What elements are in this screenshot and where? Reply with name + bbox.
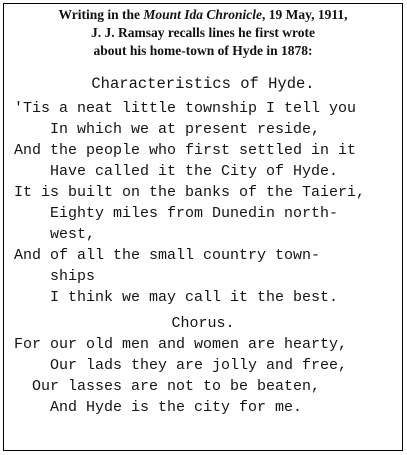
poem-title: Characteristics of Hyde. xyxy=(91,75,315,93)
verse-line: And the people who first settled in it xyxy=(14,142,357,159)
intro-line-3: about his home-town of Hyde in 1878: xyxy=(93,43,313,58)
intro-line-1 xyxy=(4,6,402,24)
verse-line: Have called it the City of Hyde. xyxy=(50,163,339,180)
verse-line: Eighty miles from Dunedin north- xyxy=(50,205,339,222)
verse-line: In which we at present reside, xyxy=(50,121,321,138)
poem-verse xyxy=(4,98,402,308)
verse-line: ships xyxy=(50,268,96,285)
chorus-line: Our lads they are jolly and free, xyxy=(50,357,348,374)
verse-line: 'Tis a neat little township I tell you xyxy=(14,100,357,117)
chorus-title: Chorus. xyxy=(171,315,235,332)
verse-line: It is built on the banks of the Taieri, xyxy=(14,184,366,201)
intro-line-1-date: , 19 May, 1911, xyxy=(261,7,348,22)
chorus-line: And Hyde is the city for me. xyxy=(50,399,303,416)
poem xyxy=(4,74,402,418)
intro-line-2: J. J. Ramsay recalls lines he first wrote xyxy=(90,25,316,40)
chorus-line: For our old men and women are hearty, xyxy=(14,336,348,353)
intro-line-1-prefix: Writing in the xyxy=(58,7,144,22)
chorus-verse xyxy=(4,334,402,418)
verse-line: west, xyxy=(50,226,96,243)
document-frame xyxy=(3,3,403,451)
verse-line: And of all the small country town- xyxy=(14,247,321,264)
newspaper-name: Mount Ida Chronicle xyxy=(143,7,262,22)
verse-line: I think we may call it the best. xyxy=(50,289,339,306)
intro-caption xyxy=(4,6,402,60)
chorus-line: Our lasses are not to be beaten, xyxy=(32,378,321,395)
